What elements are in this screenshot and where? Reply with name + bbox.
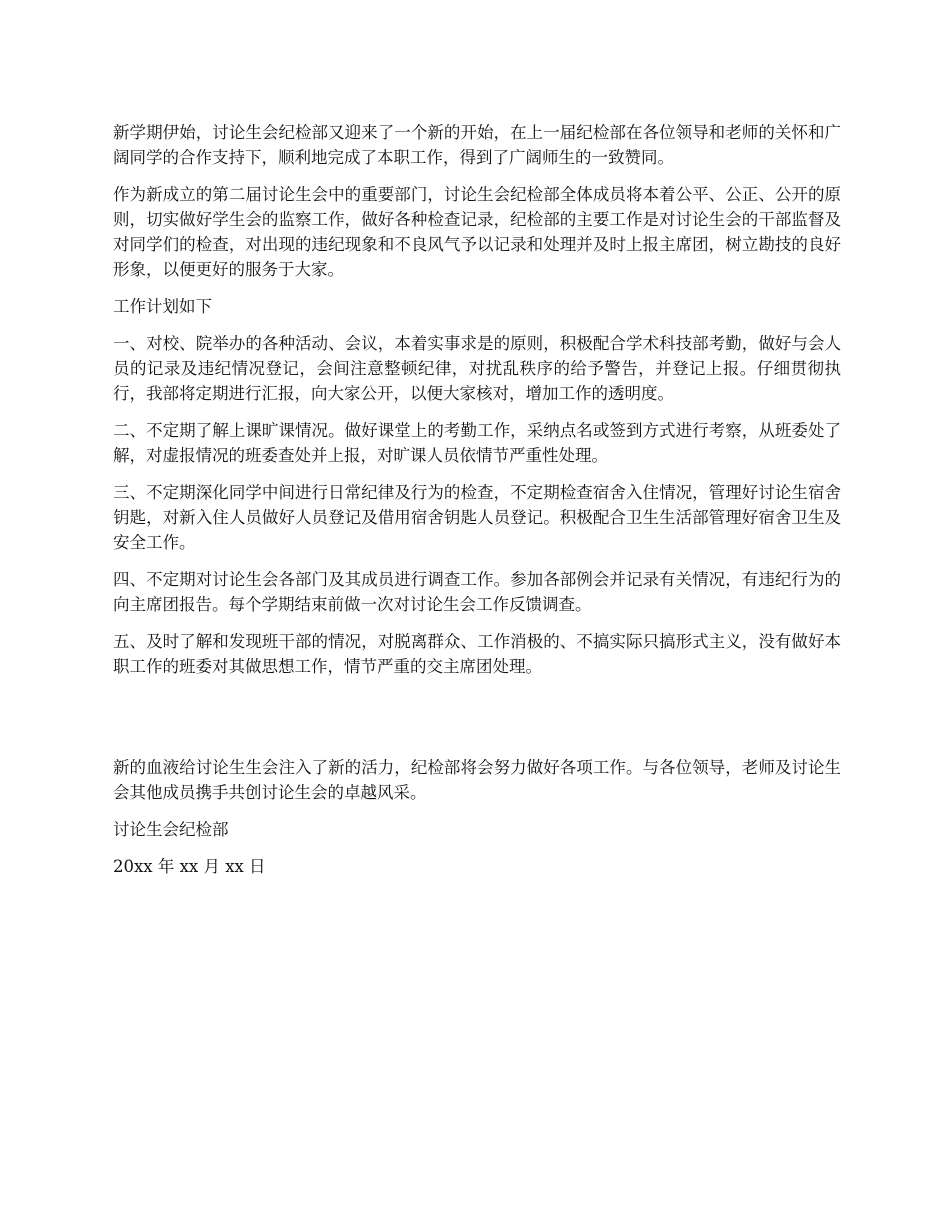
paragraph-plan-item-4: 四、不定期对讨论生会各部门及其成员进行调查工作。参加各部例会并记录有关情况，有违纪行为的向主席团报告。每个学期结束前做一次对讨论生会工作反馈调查。 — [113, 570, 841, 614]
blank-gap — [113, 691, 841, 755]
paragraph-plan-heading: 工作计划如下 — [113, 297, 212, 316]
paragraph-plan-item-3: 三、不定期深化同学中间进行日常纪律及行为的检查，不定期检查宿舍入住情况，管理好讨论生宿舍钥匙，对新入住人员做好人员登记及借用宿舍钥匙人员登记。积极配合卫生生活部管理好宿舍卫生及安全工作。 — [113, 483, 841, 552]
paragraph-plan-item-5: 五、及时了解和发现班干部的情况，对脱离群众、工作消极的、不搞实际只搞形式主义，没有做好本职工作的班委对其做思想工作，情节严重的交主席团处理。 — [113, 632, 841, 676]
date-line: 20xx 年 xx 月 xx 日 — [113, 857, 266, 876]
signature: 讨论生会纪检部 — [113, 820, 229, 839]
paragraph-closing: 新的血液给讨论生生会注入了新的活力，纪检部将会努力做好各项工作。与各位领导，老师及讨论生会其他成员携手共创讨论生会的卓越风采。 — [113, 758, 841, 802]
paragraph-plan-item-2: 二、不定期了解上课旷课情况。做好课堂上的考勤工作，采纳点名或签到方式进行考察，从班委处了解，对虚报情况的班委查处并上报，对旷课人员依情节严重性处理。 — [113, 421, 841, 465]
paragraph-intro: 新学期伊始，讨论生会纪检部又迎来了一个新的开始，在上一届纪检部在各位领导和老师的关怀和广阔同学的合作支持下，顺利地完成了本职工作，得到了广阔师生的一致赞同。 — [113, 123, 841, 167]
paragraph-plan-item-1: 一、对校、院举办的各种活动、会议，本着实事求是的原则，积极配合学术科技部考勤，做好与会人员的记录及违纪情况登记，会间注意整顿纪律，对扰乱秩序的给予警告，并登记上报。仔细贯彻执行，我部将定期进行汇报，向大家公开，以便大家核对，增加工作的透明度。 — [113, 334, 841, 403]
paragraph-mission: 作为新成立的第二届讨论生会中的重要部门，讨论生会纪检部全体成员将本着公平、公正、公开的原则，切实做好学生会的监察工作，做好各种检查记录，纪检部的主要工作是对讨论生会的干部监督及对同学们的检查，对出现的违纪现象和不良风气予以记录和处理并及时上报主席团，树立勘技的良好形象，以便更好的服务于大家。 — [113, 185, 841, 279]
document-body — [113, 120, 841, 891]
